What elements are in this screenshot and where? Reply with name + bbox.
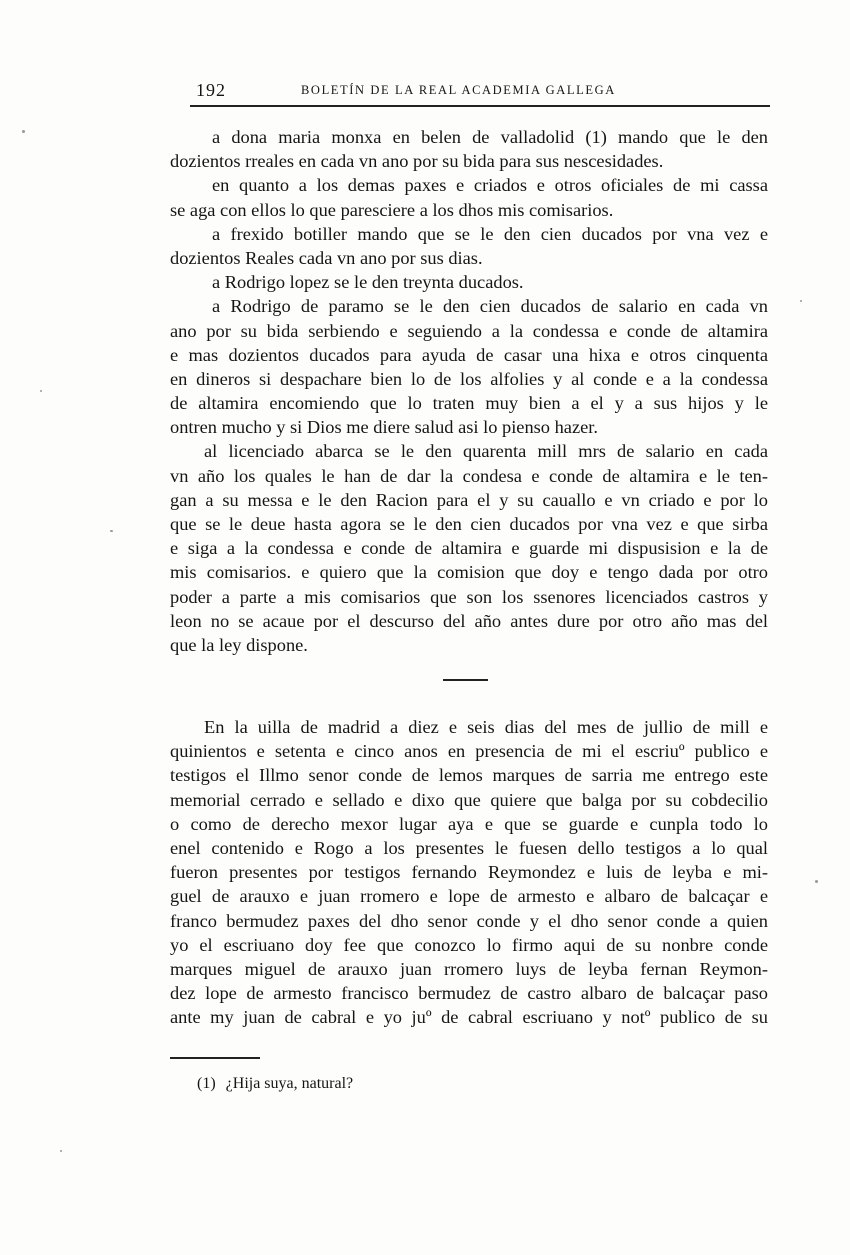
text-line: dez lope de armesto francisco bermudez de castro albaro de balcaçar paso <box>170 983 768 1004</box>
footnote-text: ¿Hija suya, natural? <box>225 1075 354 1092</box>
text-line: dozientos rreales en cada vn ano por su bida para sus nescesidades. <box>170 151 664 172</box>
text-line: se aga con ellos lo que paresciere a los dhos mis comisarios. <box>170 199 614 220</box>
text-line: al licenciado abarca se le den quarenta mill mrs de salario en cada <box>204 441 768 462</box>
notarial-record-text <box>170 715 768 1029</box>
text-line: leon no se acaue por el descurso del año antes dure por otro año mas del <box>170 610 768 631</box>
text-line: e siga a la condessa e conde de altamira e guarde mi dispusision e la de <box>170 538 768 559</box>
running-title: BOLETÍN DE LA REAL ACADEMIA GALLEGA <box>301 83 616 97</box>
scan-speck <box>22 130 25 133</box>
text-line: mis comisarios. e quiero que la comision que doy e tengo dada por otro <box>170 562 768 583</box>
text-line: a Rodrigo lopez se le den treynta ducados. <box>212 272 524 293</box>
text-line: testigos el Illmo senor conde de lemos marques de sarria me entrego este <box>170 765 768 786</box>
text-line: vn año los quales le han de dar la condesa e conde de altamira e le ten- <box>170 465 768 486</box>
text-line: de altamira encomiendo que lo traten muy bien a el y a sus hijos y le <box>170 393 768 414</box>
text-line: franco bermudez paxes del dho senor conde y el dho senor conde a quien <box>170 910 768 931</box>
text-line: e mas dozientos ducados para ayuda de casar una hixa e otros cinquenta <box>170 344 768 365</box>
text-line: gan a su messa e le den Racion para el y su cauallo e vn criado e por lo <box>170 489 768 510</box>
text-line: enel contenido e Rogo a los presentes le fuesen dello testigos a lo qual <box>170 837 768 858</box>
section-divider <box>443 679 488 681</box>
text-line: en dineros si despachare bien lo de los alfolies y al conde e a la condessa <box>170 368 768 389</box>
footnote-number: (1) <box>197 1075 216 1092</box>
text-line: a dona maria monxa en belen de valladolid (1) mando que le den <box>212 127 768 147</box>
text-line: marques miguel de arauxo juan rromero luys de leyba fernan Reymon- <box>170 958 768 979</box>
header-rule <box>190 105 770 107</box>
page-number: 192 <box>196 80 226 100</box>
text-line: a frexido botiller mando que se le den cien ducados por vna vez e <box>212 223 768 244</box>
text-line: o como de derecho mexor lugar aya e que se guarde e cunpla todo lo <box>170 813 768 834</box>
text-line: En la uilla de madrid a diez e seis dias del mes de jullio de mill e <box>204 717 768 737</box>
text-line: ontren mucho y si Dios me diere salud asi lo pienso hazer. <box>170 417 598 438</box>
text-line: fueron presentes por testigos fernando Reymondez e luis de leyba e mi- <box>170 862 768 883</box>
text-line: dozientos Reales cada vn ano por sus dias. <box>170 247 483 268</box>
scan-speck <box>800 300 802 302</box>
text-line: memorial cerrado e sellado e dixo que quiere que balga por su cobdecilio <box>170 789 768 810</box>
text-line: poder a parte a mis comisarios que son los ssenores licenciados castros y <box>170 586 768 607</box>
text-line: ante my juan de cabral e yo juº de cabral escriuano y notº publico de su <box>170 1007 768 1028</box>
text-line: guel de arauxo e juan rromero e lope de armesto e albaro de balcaçar e <box>170 886 768 907</box>
will-bequests-text <box>170 125 768 657</box>
text-line: que se le deue hasta agora se le den cien ducados por vna vez e que sirba <box>170 514 768 534</box>
text-line: que la ley dispone. <box>170 634 308 655</box>
scan-speck <box>60 1150 62 1152</box>
text-line: a Rodrigo de paramo se le den cien ducados de salario en cada vn <box>212 296 768 317</box>
page-header <box>190 80 770 102</box>
text-line: ano por su bida serbiendo e seguiendo a la condessa e conde de altamira <box>170 320 768 341</box>
text-line: quinientos e setenta e cinco anos en presencia de mi el escriuº publico e <box>170 741 768 762</box>
text-line: yo el escriuano doy fee que conozco lo firmo aqui de su nonbre conde <box>170 934 768 955</box>
scan-speck <box>110 530 113 532</box>
footnote <box>197 1075 353 1093</box>
scan-speck <box>40 390 42 392</box>
text-line: en quanto a los demas paxes e criados e otros oficiales de mi cassa <box>212 175 768 196</box>
scan-speck <box>815 880 818 883</box>
footnote-rule <box>170 1057 260 1059</box>
